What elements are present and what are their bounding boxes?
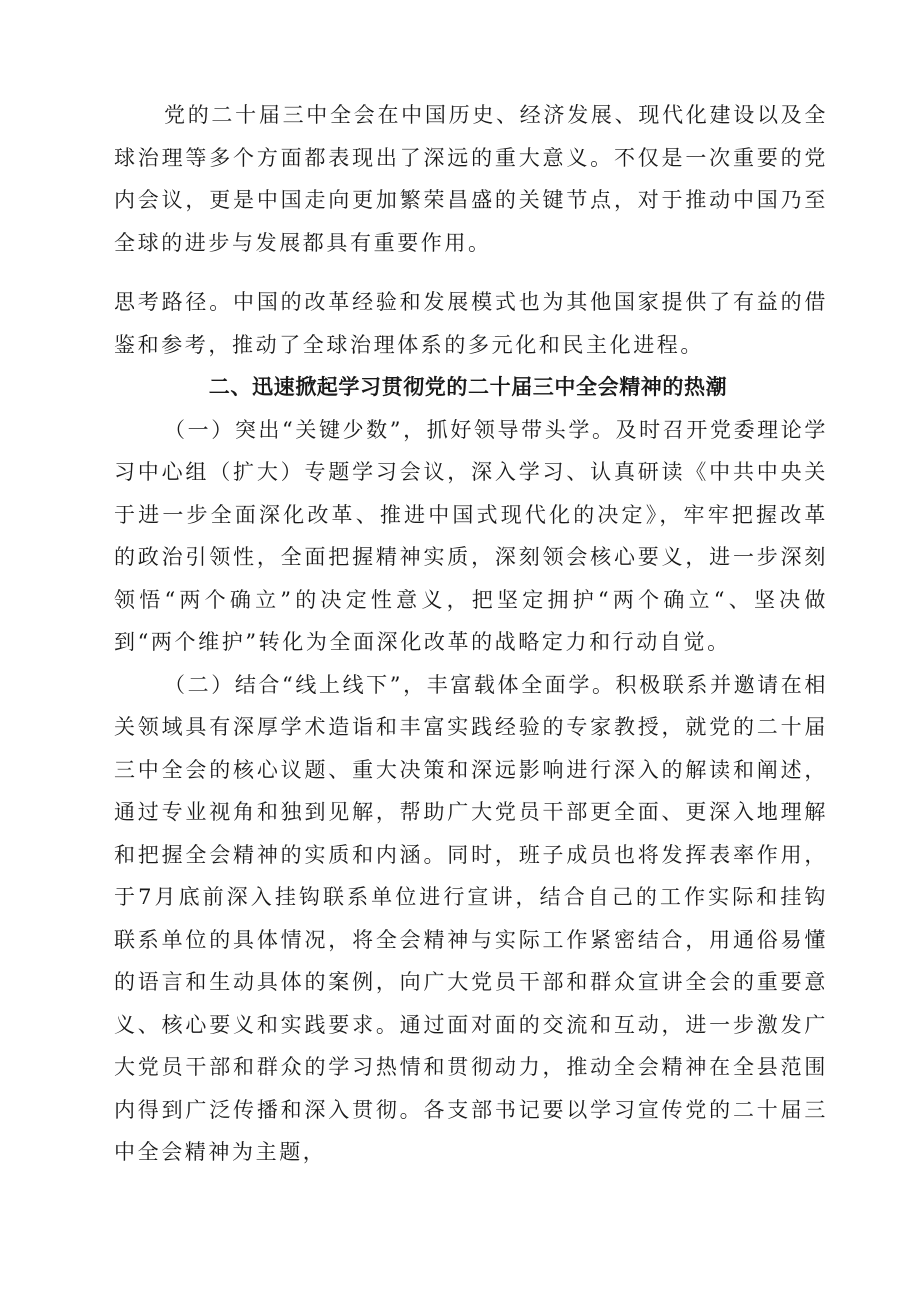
paragraph-gap [114,264,828,281]
paragraph-online-offline-study: （二）结合“线上线下”，丰富载体全面学。积极联系并邀请在相关领域具有深厚学术造诣和丰富实践经验的专家教授，就党的二十届三中全会的核心议题、重大决策和深远影响进行深入的解读和阐述，通过专业视角和独到见解，帮助广大党员干部更全面、更深入地理解和把握全会精神的实质和内涵。同时，班子成员也将发挥表率作用，于7月底前深入挂钩联系单位进行宣讲，结合自己的工作实际和挂钩联系单位的具体情况，将全会精神与实际工作紧密结合，用通俗易懂的语言和生动具体的案例，向广大党员干部和群众宣讲全会的重要意义、核心要义和实践要求。通过面对面的交流和互动，进一步激发广大党员干部和群众的学习热情和贯彻动力，推动全会精神在全县范围内得到广泛传播和深入贯彻。各支部书记要以学习宣传党的二十届三中全会精神为主题， [114,672,828,1164]
paragraph-significance: 党的二十届三中全会在中国历史、经济发展、现代化建设以及全球治理等多个方面都表现出了深远的重大意义。不仅是一次重要的党内会议，更是中国走向更加繁荣昌盛的关键节点，对于推动中国乃至全球的进步与发展都具有重要作用。 [114,103,828,255]
paragraph-leadership-study: （一）突出“关键少数”，抓好领导带头学。及时召开党委理论学习中心组（扩大）专题学习会议，深入学习、认真研读《中共中央关于进一步全面深化改革、推进中国式现代化的决定》，牢牢把握改革的政治引领性，全面把握精神实质，深刻领会核心要义，进一步深刻领悟“两个确立”的决定性意义，把坚定拥护“两个确立“、坚决做到“两个维护”转化为全面深化改革的战略定力和行动自觉。 [114,417,828,654]
document-body [114,94,828,1174]
section-heading: 二、迅速掀起学习贯彻党的二十届三中全会精神的热潮 [208,375,728,399]
paragraph-reform-experience: 思考路径。中国的改革经验和发展模式也为其他国家提供了有益的借鉴和参考，推动了全球治理体系的多元化和民主化进程。 [114,290,828,357]
